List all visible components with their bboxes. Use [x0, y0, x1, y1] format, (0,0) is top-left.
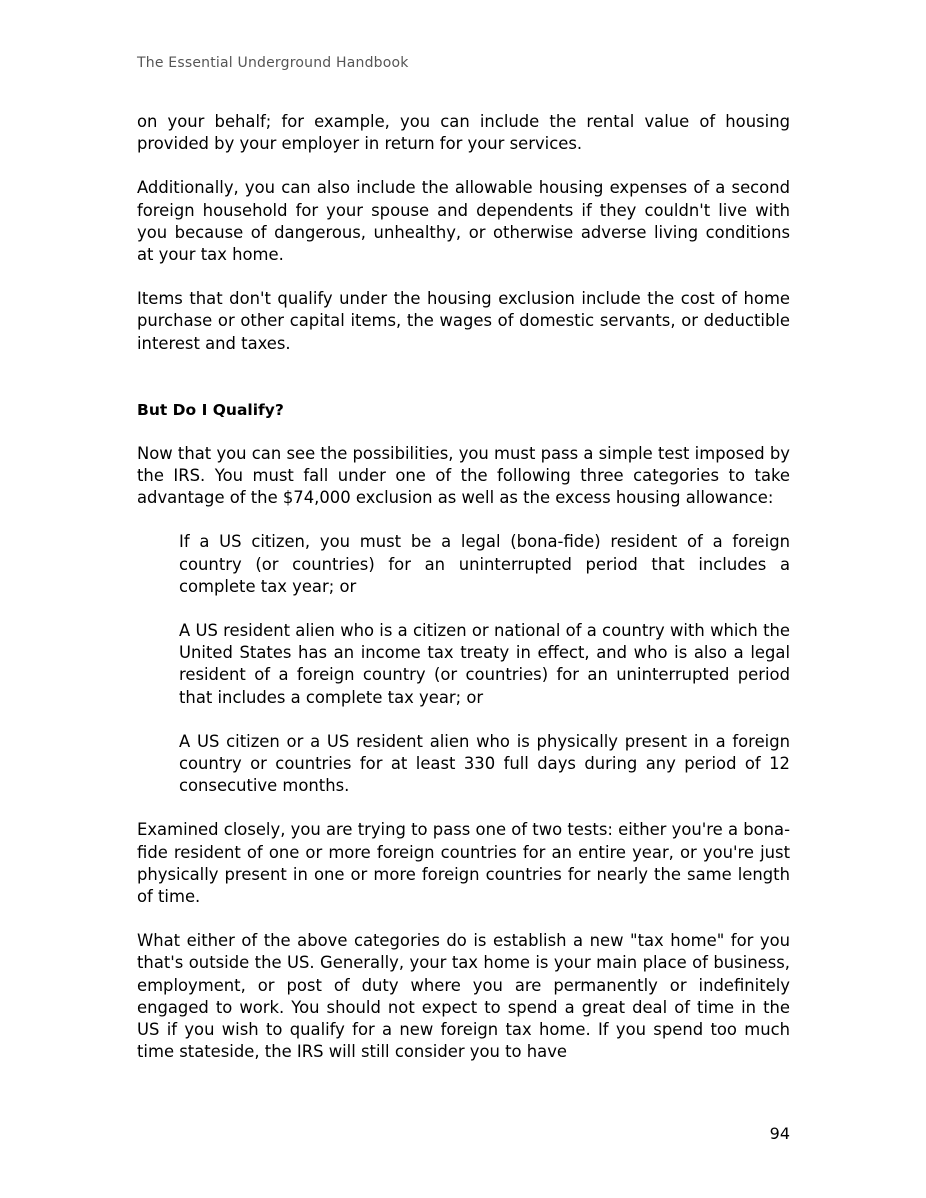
- running-header: The Essential Underground Handbook: [137, 55, 409, 71]
- paragraph: Now that you can see the possibilities, you must pass a simple test imposed by the IRS. You must fall under one of the following three categories to take advantage of the $74,000 exclusion as well as the excess housing allowance:: [137, 443, 790, 508]
- page-body: [137, 111, 790, 1086]
- page-number: 94: [769, 1124, 790, 1143]
- paragraph: Items that don't qualify under the housing exclusion include the cost of home purchase or other capital items, the wages of domestic servants, or deductible interest and taxes.: [137, 289, 790, 353]
- paragraph: on your behalf; for example, you can include the rental value of housing provided by your employer in return for your services.: [137, 112, 790, 154]
- paragraph: What either of the above categories do is establish a new "tax home" for you that's outside the US. Generally, your tax home is your main place of business, employment, or post of duty where you are permanently or indefinitely engaged to work. You should not expect to spend a great deal of time in the US if you wish to qualify for a new foreign tax home. If you spend too much time stateside, the IRS will still consider you to have: [137, 931, 790, 1062]
- category-item: If a US citizen, you must be a legal (bona-fide) resident of a foreign country (or countries) for an uninterrupted period that includes a complete tax year; or: [179, 532, 790, 596]
- paragraph: Examined closely, you are trying to pass one of two tests: either you're a bona-fide resident of one or more foreign countries for an entire year, or you're just physically present in one or more foreign countries for nearly the same length of time.: [137, 820, 790, 907]
- paragraph: Additionally, you can also include the allowable housing expenses of a second foreign household for your spouse and dependents if they couldn't live with you because of dangerous, unhealthy, or otherwise adverse living conditions at your tax home.: [137, 178, 790, 265]
- category-item: A US resident alien who is a citizen or national of a country with which the United States has an income tax treaty in effect, and who is also a legal resident of a foreign country (or countries) for an uninterrupted period that includes a complete tax year; or: [179, 621, 790, 707]
- section-heading: But Do I Qualify?: [137, 400, 284, 419]
- category-item: A US citizen or a US resident alien who is physically present in a foreign country or countries for at least 330 full days during any period of 12 consecutive months.: [179, 731, 790, 796]
